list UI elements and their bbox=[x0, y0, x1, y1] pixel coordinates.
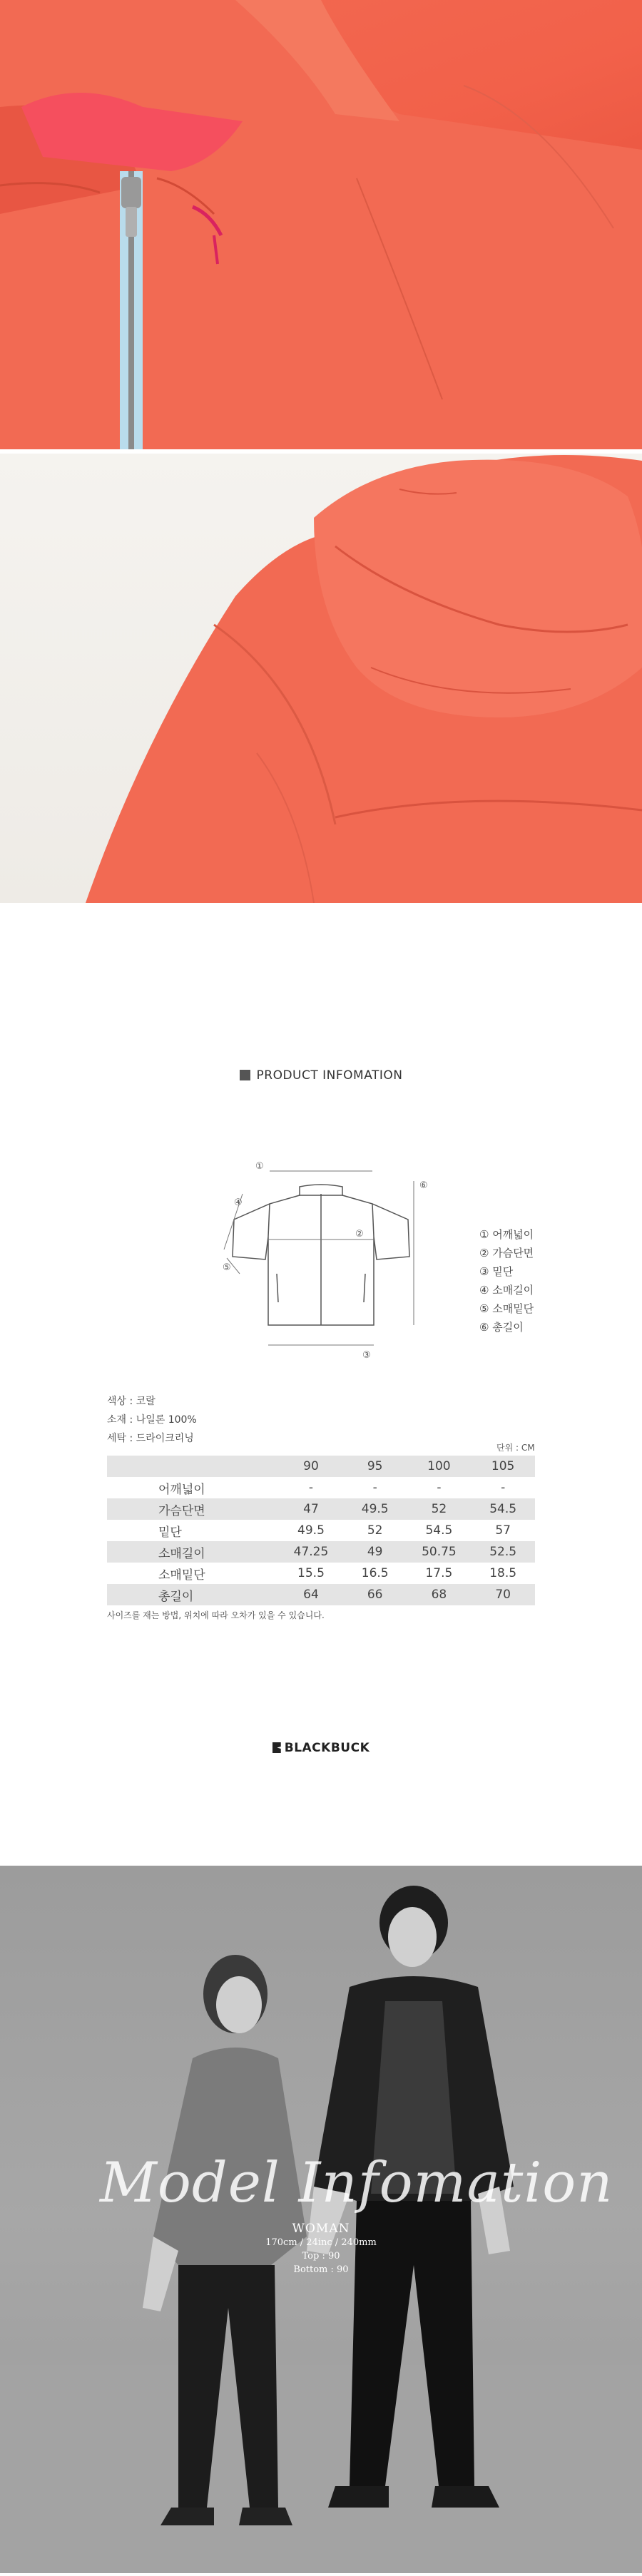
jacket-collar-photo bbox=[0, 0, 642, 449]
jacket-hood-illustration bbox=[0, 454, 642, 903]
marker-4: ④ bbox=[234, 1197, 243, 1208]
size-table bbox=[107, 1456, 535, 1605]
table-row: 밑단 49.5 52 54.5 57 bbox=[158, 1523, 511, 1540]
marker-5: ⑤ bbox=[223, 1262, 231, 1273]
measurement-legend bbox=[479, 1225, 534, 1336]
table-row: 소매길이 47.25 49 50.75 52.5 bbox=[107, 1541, 535, 1563]
product-info-title: PRODUCT INFOMATION bbox=[0, 1068, 642, 1083]
product-specs bbox=[107, 1392, 197, 1448]
legend-item: ⑤ 소매밑단 bbox=[479, 1302, 534, 1315]
model-photo bbox=[0, 1866, 642, 2573]
model-top-size: Top : 90 bbox=[302, 2251, 340, 2261]
marker-2: ② bbox=[355, 1229, 364, 1240]
size-header: 105 bbox=[471, 1456, 535, 1477]
model-info-script-title: Model Infomation bbox=[100, 2151, 613, 2215]
marker-1: ① bbox=[255, 1161, 264, 1172]
legend-item: ④ 소매길이 bbox=[479, 1284, 534, 1297]
legend-item: ① 어깨넓이 bbox=[479, 1228, 534, 1241]
table-header-row bbox=[107, 1456, 535, 1477]
model-bottom-size: Bottom : 90 bbox=[293, 2264, 349, 2275]
size-guide-diagram bbox=[0, 1117, 642, 1361]
title-square-icon bbox=[240, 1070, 250, 1080]
size-note: 사이즈를 재는 방법, 위치에 따라 오차가 있을 수 있습니다. bbox=[107, 1610, 325, 1620]
marker-6: ⑥ bbox=[419, 1180, 428, 1191]
spec-material: 소재 : 나일론 100% bbox=[107, 1414, 197, 1426]
product-info-section bbox=[0, 903, 642, 1866]
legend-item: ② 가슴단면 bbox=[479, 1247, 534, 1259]
model-gender-heading: WOMAN bbox=[292, 2222, 350, 2236]
spec-washing: 세탁 : 드라이크리닝 bbox=[107, 1433, 194, 1444]
table-row: 소매밑단 15.5 16.5 17.5 18.5 bbox=[158, 1566, 517, 1583]
brand-logo: BLACKBUCK bbox=[0, 1741, 642, 1755]
model-info-text bbox=[257, 2222, 385, 2276]
legend-item: ⑥ 총길이 bbox=[479, 1321, 524, 1334]
table-row: 어깨넓이 - - - - bbox=[158, 1481, 506, 1497]
models-illustration bbox=[0, 1866, 642, 2573]
marker-3: ③ bbox=[362, 1350, 371, 1361]
size-header: 95 bbox=[343, 1456, 407, 1477]
model-measurements: 170cm / 24inc / 240mm bbox=[265, 2237, 377, 2248]
jacket-hood-photo bbox=[0, 454, 642, 903]
jacket-collar-illustration bbox=[0, 0, 642, 449]
size-header: 100 bbox=[407, 1456, 472, 1477]
spec-color: 색상 : 코랄 bbox=[107, 1396, 156, 1407]
unit-label: 단위 : CM bbox=[496, 1443, 535, 1453]
table-row: 가슴단면 47 49.5 52 54.5 bbox=[107, 1498, 535, 1520]
brand-mark-icon bbox=[272, 1742, 281, 1753]
legend-item: ③ 밑단 bbox=[479, 1265, 514, 1278]
size-header: 90 bbox=[279, 1456, 343, 1477]
table-row: 총길이 64 66 68 70 bbox=[107, 1584, 535, 1605]
